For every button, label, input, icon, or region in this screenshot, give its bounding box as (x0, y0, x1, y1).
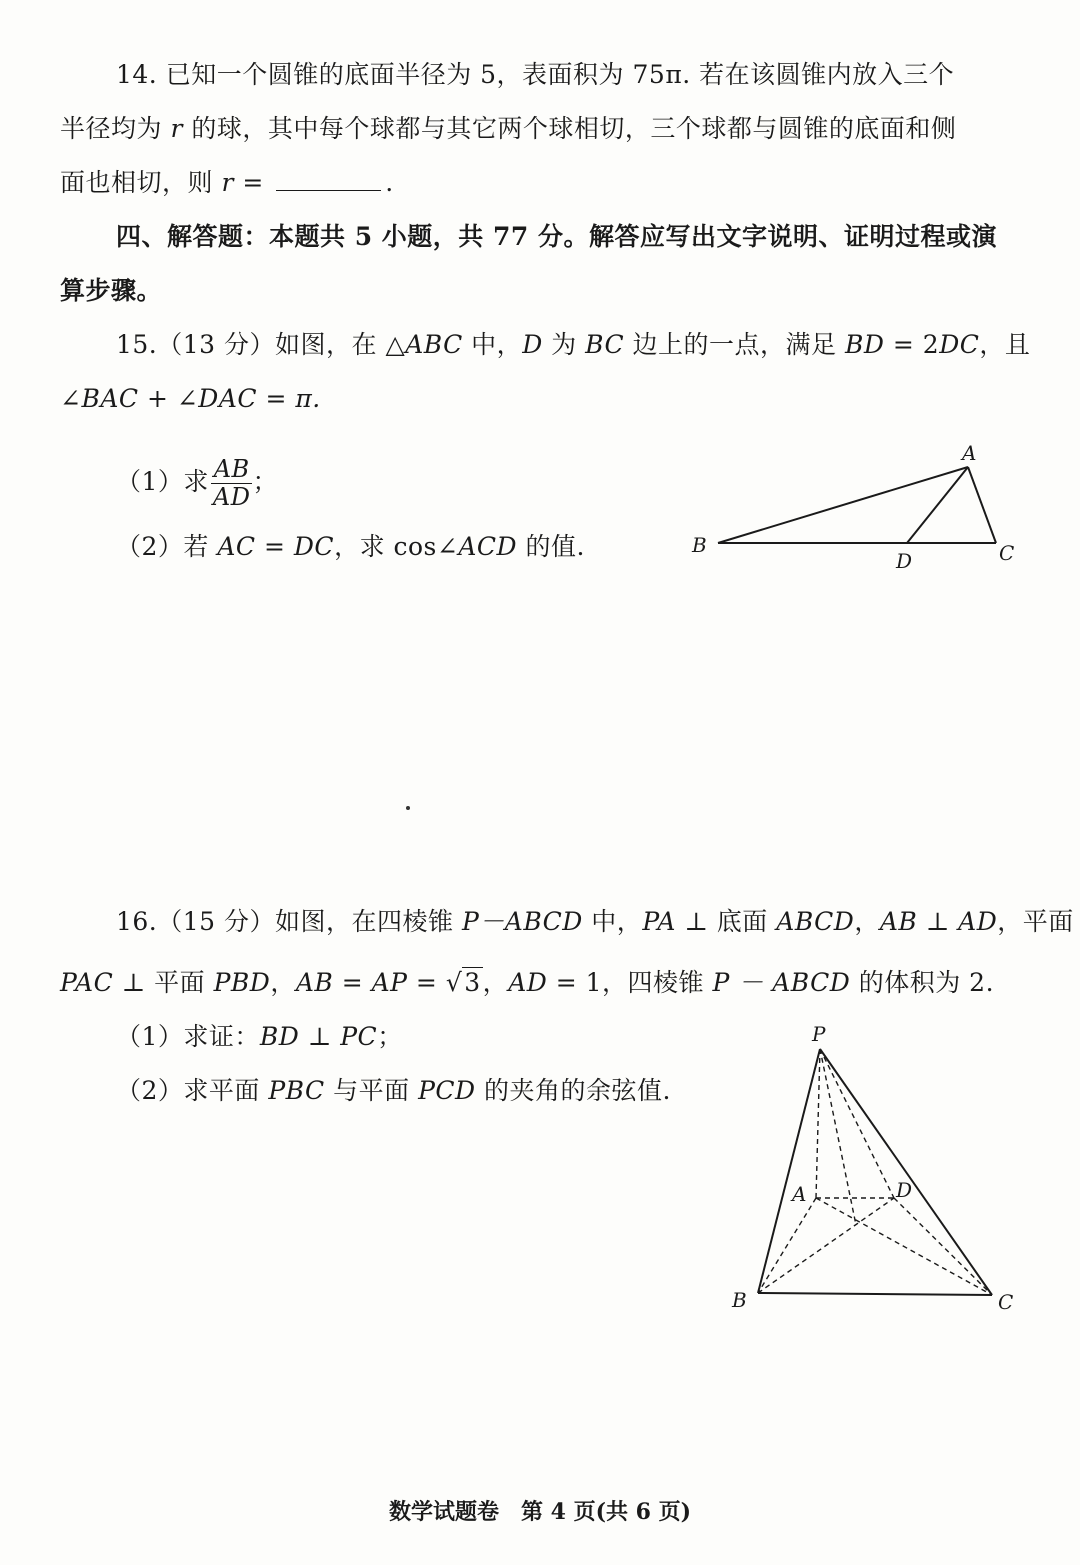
page-footer: 数学试题卷 第 4 页(共 6 页) (388, 1499, 692, 1525)
label-p: P (812, 1022, 826, 1046)
segment-ad (907, 467, 968, 543)
q16-part1: （1）求证：BD ⊥ PC； (116, 1022, 403, 1051)
label-c: C (998, 1290, 1014, 1314)
q15-line1: 15.（13 分）如图，在 △ABC 中，D 为 BC 边上的一点，满足 BD = 2DC，且 (116, 330, 1031, 359)
stray-dot (406, 806, 410, 810)
q16-part2: （2）求平面 PBC 与平面 PCD 的夹角的余弦值. (116, 1076, 671, 1105)
label-d: D (896, 549, 913, 573)
fraction-ab-ad: $\frac{AB}{AD}$ (212, 455, 251, 511)
label-a: A (792, 1182, 807, 1206)
segment-ac (968, 467, 996, 543)
edge-dc (894, 1198, 992, 1295)
diag-ac (816, 1198, 992, 1295)
label-b: B (732, 1288, 747, 1312)
label-c: C (999, 541, 1015, 565)
edge-bc (758, 1293, 992, 1295)
edge-pa (816, 1049, 820, 1198)
q16-line2: PAC ⊥ 平面 PBD，AB = AP = √3，AD = 1，四棱锥 P － ABCD 的体积为 2. (60, 968, 995, 997)
q15-line2: ∠BAC + ∠DAC = π. (60, 384, 321, 413)
label-a: A (962, 441, 977, 465)
edge-ab (758, 1198, 816, 1293)
label-b: B (692, 533, 707, 557)
segment-ab (718, 467, 968, 543)
answer-blank (276, 168, 381, 191)
section4-line2: 算步骤。 (60, 276, 163, 305)
triangle-figure (680, 440, 1020, 580)
sqrt-three: √3 (445, 968, 481, 997)
q15-part1: （1）求 $\frac{AB}{AD}$ ； (116, 455, 278, 511)
q16-line1: 16.（15 分）如图，在四棱锥 P－ABCD 中，PA ⊥ 底面 ABCD，AB ⊥ AD，平面 (116, 907, 1074, 936)
edge-pc (820, 1049, 992, 1295)
pyramid-figure (720, 1015, 1040, 1325)
q14-line3: 面也相切，则 r = . (60, 168, 394, 197)
q15-part2: （2）若 AC = DC，求 cos∠ACD 的值. (116, 532, 585, 561)
q14-line2: 半径均为 r 的球，其中每个球都与其它两个球相切，三个球都与圆锥的底面和侧 (60, 114, 957, 143)
section4-line1: 四、解答题：本题共 5 小题，共 77 分。解答应写出文字说明、证明过程或演 (116, 222, 998, 251)
edge-pd (820, 1049, 894, 1198)
q14-line1: 14. 已知一个圆锥的底面半径为 5，表面积为 75π. 若在该圆锥内放入三个 (116, 60, 955, 89)
label-d: D (896, 1178, 913, 1202)
